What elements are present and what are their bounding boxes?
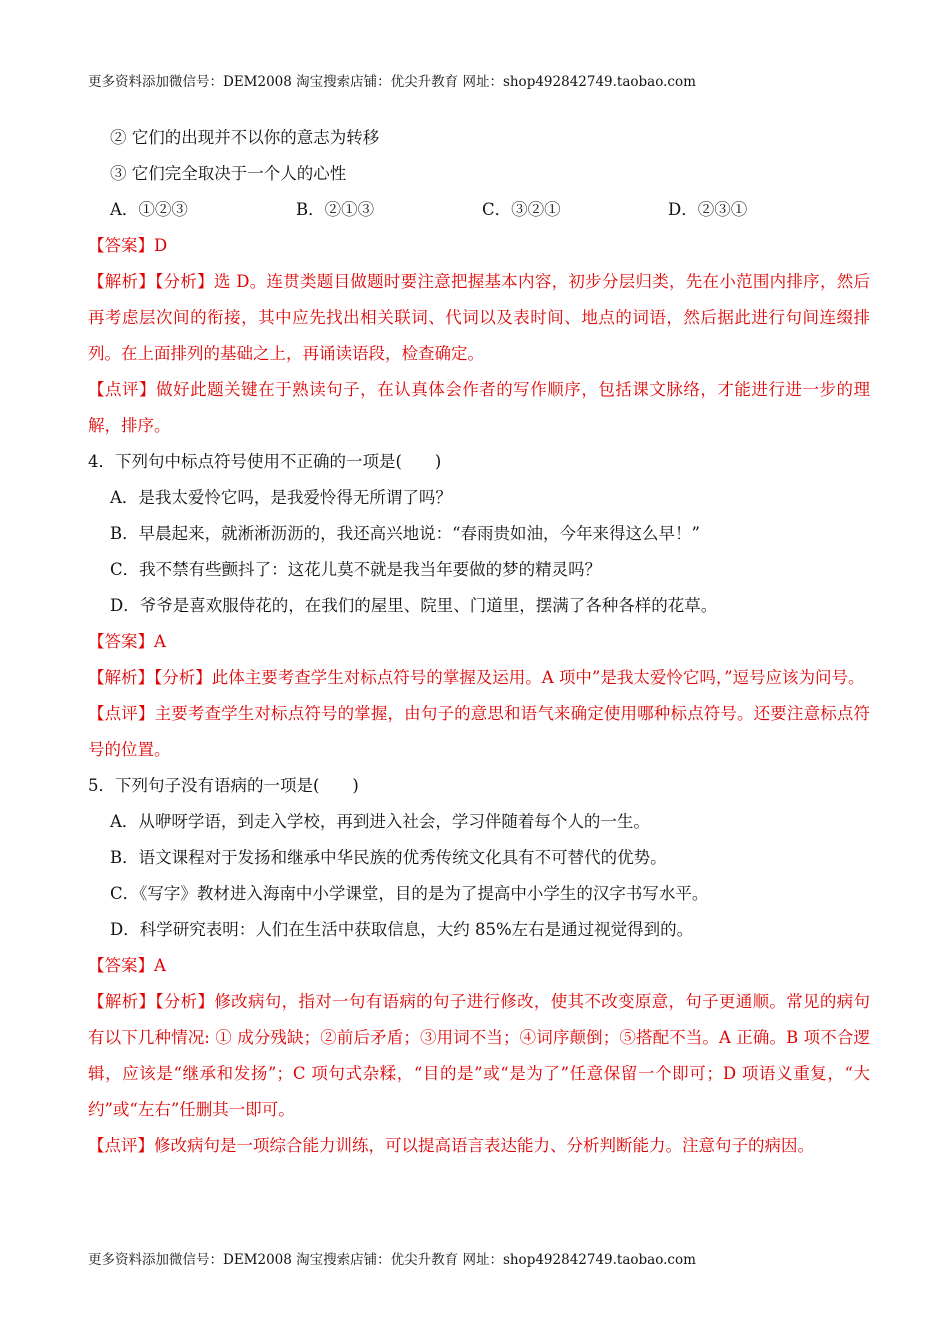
- document-body: [88, 120, 870, 1164]
- q5-option-b: B．语文课程对于发扬和继承中华民族的优秀传统文化具有不可替代的优势。: [110, 848, 667, 867]
- q5-stem: 5．下列句子没有语病的一项是( ): [88, 776, 359, 795]
- q5-option-a: A．从咿呀学语，到走入学校，再到进入社会，学习伴随着每个人的一生。: [110, 812, 650, 831]
- q3-item-3: ③ 它们完全取决于一个人的心性: [110, 164, 347, 183]
- q5-analysis: 【解析】【分析】修改病句，指对一句有语病的句子进行修改，使其不改变原意，句子更通顺。常见的病句有以下几种情况: ① 成分残缺；②前后矛盾；③用词不当；④词序颠倒；⑤搭配不当。A 正确。B 项不合逻辑，应该是“继承和发扬”；C 项句式杂糅，“目的是”或“是为了”任意保留一个即可；D 项语义重复，“大约”或“左右”任删其一即可。: [88, 992, 870, 1119]
- q4-option-c: C．我不禁有些颤抖了：这花儿莫不就是我当年要做的梦的精灵吗？: [110, 560, 602, 579]
- q5-answer: 【答案】A: [88, 956, 166, 975]
- page-header: 更多资料添加微信号：DEM2008 淘宝搜索店铺：优尖升教育 网址：shop492842749.taobao.com: [88, 74, 696, 90]
- q4-option-b: B．早晨起来，就淅淅沥沥的，我还高兴地说：“春雨贵如油，今年来得这么早！”: [110, 524, 700, 543]
- q5-option-d: D．科学研究表明：人们在生活中获取信息，大约 85%左右是通过视觉得到的。: [110, 920, 694, 939]
- q3-option-b: B．②①③: [296, 200, 375, 219]
- q4-option-a: A．是我太爱怜它吗，是我爱怜得无所谓了吗？: [110, 488, 452, 507]
- q3-comment: 【点评】做好此题关键在于熟读句子，在认真体会作者的写作顺序，包括课文脉络，才能进行进一步的理解，排序。: [88, 380, 870, 435]
- q4-answer: 【答案】A: [88, 632, 166, 651]
- q3-options: [88, 192, 870, 228]
- q3-analysis: 【解析】【分析】选 D。连贯类题目做题时要注意把握基本内容，初步分层归类，先在小范围内排序，然后再考虑层次间的衔接，其中应先找出相关联词、代词以及表时间、地点的词语，然后据此进行句间连缀排列。在上面排列的基础之上，再诵读语段，检查确定。: [88, 272, 870, 363]
- q5-comment: 【点评】修改病句是一项综合能力训练，可以提高语言表达能力、分析判断能力。注意句子的病因。: [88, 1136, 814, 1155]
- q3-item-2: ② 它们的出现并不以你的意志为转移: [110, 128, 380, 147]
- q4-option-d: D．爷爷是喜欢服侍花的，在我们的屋里、院里、门道里，摆满了各种各样的花草。: [110, 596, 718, 615]
- q3-answer: 【答案】D: [88, 236, 168, 255]
- page-footer: 更多资料添加微信号：DEM2008 淘宝搜索店铺：优尖升教育 网址：shop492842749.taobao.com: [88, 1252, 696, 1268]
- q5-option-c: C．《写字》教材进入海南中小学课堂，目的是为了提高中小学生的汉字书写水平。: [110, 884, 709, 903]
- q3-option-c: C．③②①: [482, 200, 561, 219]
- q4-stem: 4．下列句中标点符号使用不正确的一项是( ): [88, 452, 442, 471]
- q4-comment: 【点评】主要考查学生对标点符号的掌握，由句子的意思和语气来确定使用哪种标点符号。还要注意标点符号的位置。: [88, 704, 870, 759]
- q3-option-a: A．①②③: [110, 200, 188, 219]
- q4-analysis: 【解析】【分析】此体主要考查学生对标点符号的掌握及运用。A 项中”是我太爱怜它吗，”逗号应该为问号。: [88, 668, 865, 687]
- q3-option-d: D．②③①: [668, 200, 748, 219]
